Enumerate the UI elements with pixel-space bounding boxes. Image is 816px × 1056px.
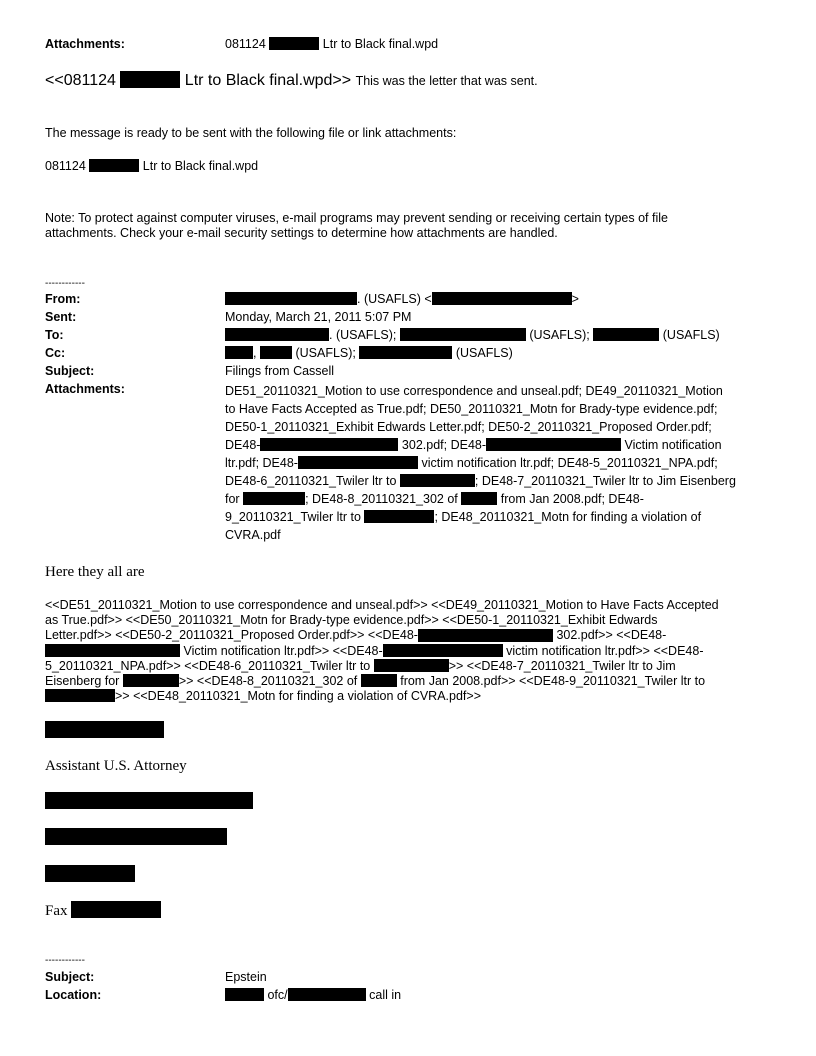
att-text: from Jan 2008.pdf; DE48- — [500, 492, 644, 506]
virus-note-line: attachments. Check your e-mail security settings to determine how attachments are handled. — [45, 226, 558, 240]
redacted-signature-line — [45, 828, 227, 845]
att-text: 302.pdf; DE48- — [401, 438, 487, 452]
body-text: Eisenberg for — [45, 674, 120, 689]
att-text: Victim notification — [624, 438, 722, 452]
to-label: To: — [45, 328, 64, 342]
location-value — [225, 988, 401, 1002]
body-intro: Here they all are — [45, 564, 145, 580]
att-text: 9_20110321_Twiler ltr to — [225, 510, 361, 524]
redaction-block — [400, 328, 526, 341]
redaction-block — [593, 328, 659, 341]
redaction-block — [288, 988, 366, 1001]
signature-title: Assistant U.S. Attorney — [45, 758, 187, 774]
attachments-line: to Have Facts Accepted as True.pdf; DE50_20110321_Motn for Brady-type evidence.pdf; — [225, 402, 718, 416]
att-text: victim notification ltr.pdf; DE48-5_20110321_NPA.pdf; — [421, 456, 718, 470]
attachments-line — [225, 472, 736, 490]
cc-text: (USAFLS) — [455, 346, 513, 360]
virus-note-line: Note: To protect against computer viruses, e-mail programs may prevent sending or receiving certain types of file — [45, 211, 668, 225]
meeting-subject-label: Subject: — [45, 970, 95, 984]
location-text: call in — [369, 988, 402, 1002]
from-text: . (USAFLS) < — [357, 292, 432, 306]
attachments-line — [225, 508, 736, 526]
att-text: ; DE48-8_20110321_302 of — [305, 492, 458, 506]
att-text: DE48- — [225, 438, 261, 452]
body-text: 5_20110321_NPA.pdf>> <<DE48-6_20110321_Twiler ltr to — [45, 658, 371, 673]
location-label: Location: — [45, 988, 102, 1002]
redaction-block — [383, 644, 503, 657]
att-text: for — [225, 492, 240, 506]
redaction-block — [461, 492, 497, 505]
cc-label: Cc: — [45, 346, 66, 360]
body-line — [45, 628, 719, 643]
cc-text: (USAFLS); — [295, 346, 356, 360]
redaction-block — [374, 659, 449, 672]
att-text: ; DE48-7_20110321_Twiler ltr to Jim Eisenberg — [474, 474, 736, 488]
redaction-block — [225, 346, 253, 359]
cc-text: , — [253, 346, 257, 360]
body-line — [45, 689, 719, 704]
attachment-link-suffix[interactable]: Ltr to Black final.wpd>> — [184, 71, 352, 89]
redaction-block — [364, 510, 434, 523]
redaction-block — [225, 292, 357, 305]
sent-label: Sent: — [45, 310, 77, 324]
from-label: From: — [45, 292, 81, 306]
attachments-line — [225, 454, 736, 472]
virus-note — [45, 211, 668, 241]
redaction-block — [269, 37, 319, 50]
redacted-signature-line — [45, 865, 135, 882]
body-line: <<DE51_20110321_Motion to use correspondence and unseal.pdf>> <<DE49_20110321_Motion to Have Facts Accepted — [45, 598, 719, 612]
attachment-suffix: Ltr to Black final.wpd — [322, 37, 439, 51]
attachments-line: DE50-1_20110321_Exhibit Edwards Letter.pdf; DE50-2_20110321_Proposed Order.pdf; — [225, 420, 712, 434]
att-text: DE48-6_20110321_Twiler ltr to — [225, 474, 397, 488]
attachments-label: Attachments: — [45, 37, 125, 51]
separator: ------------ — [45, 278, 85, 289]
redaction-block — [418, 629, 553, 642]
attachments-line: DE51_20110321_Motion to use correspondence and unseal.pdf; DE49_20110321_Motion — [225, 384, 723, 398]
from-value — [225, 292, 579, 306]
attachments-line: CVRA.pdf — [225, 528, 281, 542]
redaction-block — [260, 346, 292, 359]
redaction-block — [225, 988, 264, 1001]
redaction-block — [361, 674, 397, 687]
redaction-block — [225, 328, 329, 341]
attachment-link-line — [45, 71, 538, 90]
fax-label: Fax — [45, 903, 68, 919]
from-text: > — [571, 292, 579, 306]
body-text: >> <<DE48-7_20110321_Twiler ltr to Jim — [448, 658, 676, 673]
redaction-block — [45, 689, 115, 702]
file-suffix: Ltr to Black final.wpd — [142, 159, 259, 173]
att-text: ltr.pdf; DE48- — [225, 456, 298, 470]
attachment-link-prefix[interactable]: <<081124 — [45, 71, 116, 89]
redaction-block — [486, 438, 621, 451]
separator: ------------ — [45, 955, 85, 966]
body-line — [45, 674, 719, 689]
redaction-block — [359, 346, 452, 359]
to-text: (USAFLS); — [529, 328, 590, 342]
subject-label: Subject: — [45, 364, 95, 378]
redaction-block — [260, 438, 398, 451]
attachment-prefix: 081124 — [225, 37, 266, 51]
redaction-block — [432, 292, 572, 305]
sent-value: Monday, March 21, 2011 5:07 PM — [225, 310, 412, 324]
body-attachment-list — [45, 598, 719, 704]
redaction-block — [120, 71, 180, 88]
redaction-block — [89, 159, 139, 172]
attachments-line — [225, 490, 736, 508]
body-text: >> <<DE48_20110321_Motn for finding a violation of CVRA.pdf>> — [115, 689, 481, 704]
redaction-block — [45, 644, 180, 657]
body-text: from Jan 2008.pdf>> <<DE48-9_20110321_Twiler ltr to — [400, 674, 706, 689]
to-text: . (USAFLS); — [329, 328, 397, 342]
attachments-line — [225, 436, 736, 454]
file-attachment[interactable] — [45, 159, 258, 173]
redaction-block — [400, 474, 475, 487]
ready-message: The message is ready to be sent with the following file or link attachments: — [45, 126, 457, 140]
body-text: Victim notification ltr.pdf>> <<DE48- — [183, 643, 383, 658]
redaction-block — [123, 674, 179, 687]
email-attachments-list — [225, 382, 736, 544]
body-line: as True.pdf>> <<DE50_20110321_Motn for Brady-type evidence.pdf>> <<DE50-1_20110321_Exhibit Edwards — [45, 613, 658, 628]
subject-value: Filings from Cassell — [225, 364, 335, 378]
to-text: (USAFLS) — [662, 328, 720, 342]
email-attachments-label: Attachments: — [45, 382, 125, 396]
file-prefix: 081124 — [45, 159, 86, 173]
redacted-signature-name — [45, 721, 164, 738]
body-text: victim notification ltr.pdf>> <<DE48- — [506, 643, 704, 658]
cc-value — [225, 346, 513, 360]
to-value — [225, 328, 720, 342]
redaction-block — [71, 901, 161, 918]
redaction-block — [243, 492, 305, 505]
meeting-subject-value: Epstein — [225, 970, 267, 984]
location-text: ofc/ — [267, 988, 288, 1002]
attachment-filename — [225, 37, 438, 51]
body-text: >> <<DE48-8_20110321_302 of — [178, 674, 358, 689]
body-line — [45, 644, 719, 659]
body-text: 302.pdf>> <<DE48- — [556, 628, 667, 643]
body-text: Letter.pdf>> <<DE50-2_20110321_Proposed Order.pdf>> <<DE48- — [45, 628, 418, 643]
att-text: ; DE48_20110321_Motn for finding a violation of — [434, 510, 702, 524]
redacted-signature-line — [45, 792, 253, 809]
fax-line — [45, 901, 161, 920]
attachment-note: This was the letter that was sent. — [355, 73, 538, 88]
redaction-block — [298, 456, 418, 469]
body-line — [45, 659, 719, 674]
